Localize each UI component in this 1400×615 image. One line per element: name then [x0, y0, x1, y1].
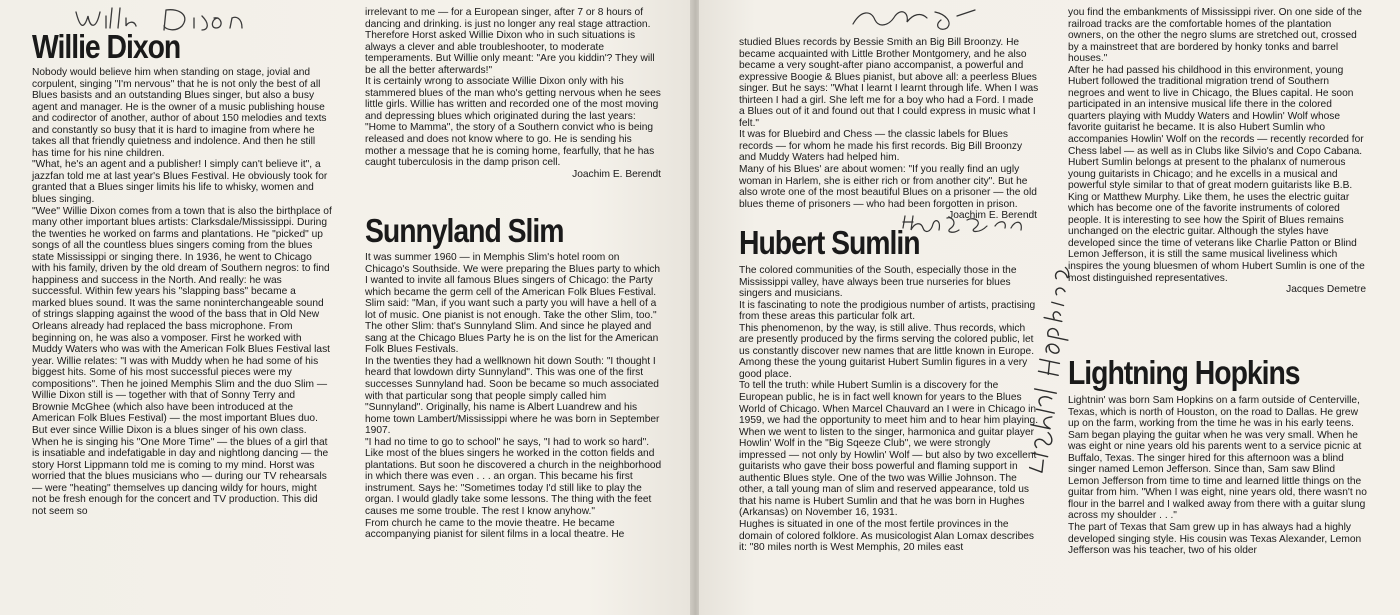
column-willie-dixon-continued [365, 7, 663, 180]
heading-sunnyland-slim: Sunnyland Slim [365, 212, 564, 249]
paragraph: "Wee" Willie Dixon comes from a town that is also the birthplace of many other important blues artists: Clarksdale/Mississippi. During the twenties he worked on farms and plantations. He "picked" up songs of all the countless blues singers coming from the blues state Mississippi or singing there. In 1936, he went to Chicago with his family, driven by the old dream of Southern negros: to find happiness and success in the North. And really: he was successful. Within few years his "slapping bass" became a marked blues sound. It was the same noninterchangeable sound of strings slapping against the wood of the bass that in Old New Orleans already had replaced the bass microphone. From beginning on, he was also a vomposer. First he worked with Muddy Waters who was with the American Folk Blues Festival last year. Willie relates: "I was with Muddy when he had some of his biggest hits. Some of his most successful pieces were my compositions". Then he joined Memphis Slim and the duo Slim — Willie Dixon still is — together with that of Sonny Terry and Brownie McGhee (which also have been introduced at the American Folk Blues Festival) — the most important Blues duo. [32, 205, 332, 425]
paragraph: From church he came to the movie theatre. He became accompanying pianist for silent films in a local theatre. He [365, 517, 625, 541]
column-hubert-sumlin-continued [1068, 7, 1368, 296]
paragraph: It is certainly wrong to associate Willie Dixon only with his stammered blues of the man who's getting nervous when he sees little girls. Willie has written and recorded one of the most moving and depressing blues which originated during the last years: "Home to Mamma", the story of a Southern convict who is being released and does not know where to go. He is sending his mother a message that he is coming home, fearfully, that he has caught tuberculosis in the damp prison cell. [365, 76, 661, 169]
paragraph: irrelevant to me — for a European singer, after 7 or 8 hours of dancing and drinking. is just no longer any real stage attraction. Therefore Horst asked Willie Dixon who in such situations is always a clever and able troubleshooter, to moderate temperaments. But Willie only meant: "Are you kiddin'? They will be all the better afterwards!" [365, 7, 655, 76]
paragraph: But ever since Willie Dixon is a blues singer of his own class. When he is singing his "One More Time" — the blues of a girl that is insatiable and indefatigable in day and nightlong dancing — the story Horst Lippmann told me is coming to my mind. Horst was worried that the blues musicians who — during our TV rehearsals — were "heating" themselves up dancing wildy for hours, might not be fresh enough for the concert and TV production. This did not seem so [32, 424, 329, 517]
column-sunnyland-continued [739, 37, 1039, 222]
paragraph: Hughes is situated in one of the most fertile provinces in the domain of colored folklore. As musicologist Alan Lomax describes it: "80 miles north is West Memphis, 20 miles east [739, 519, 1035, 554]
paragraph: The part of Texas that Sam grew up in has always had a highly developed singing style. His cousin was Texas Alexander, Lemon Jefferson was his teacher, two of his older [1068, 522, 1362, 557]
paragraph: Lightnin' was born Sam Hopkins on a farm outside of Centerville, Texas, which is north of Houston, on the road to Dallas. He grew up on the farm, working from the time he was in his early teens. Sam began playing the guitar when he was very small. When he was eight or nine years old his parents went to a service picnic at Buffalo, Texas. The singer hired for this afternoon was a blind singer named Lemon Jefferson. Since than, Sam saw Blind Lemon Jefferson from time to time and learned little things on the guitar from him. "When I was eight, nine years old, there wasn't no flour in the barrel and I walked away from there with a guitar slung across my shoulder . . ." [1068, 395, 1367, 522]
paragraph: It is fascinating to note the prodigious number of artists, practising from these areas this particular folk art. [739, 299, 1036, 323]
paragraph: It was summer 1960 — in Memphis Slim's hotel room on Chicago's Southside. We were preparing the Blues party to which I wanted to invite all famous Blues singers of Chicago: the Party which became the germ cell of the American Folk Blues Festival. Slim said: "Man, if you want such a party you will have a hell of a lot of music. One pianist is not enough. Take the other Slim, too." The other Slim: that's Sunnyland Slim. And since he played and sang at the Chicago Blues Party he is on the list for the American Folk Blues Festivals. [365, 252, 661, 356]
right-page [699, 0, 1400, 615]
paragraph: To tell the truth: while Hubert Sumlin is a discovery for the European public, he is in fact well known for years to the Blues World of Chicago. When Marcel Chauvard an I were in Chicago in 1959, we had the opportunity to meet him and to hear him playing. When we went to listen to the singer, harmonica and guitar player Howlin' Wolf in the "Big Sqeeze Club", we were strongly impressed — not only by Howlin' Wolf — but also by two excellent guitarists who gave their boss powerful and flaming support in authentic Blues style. One of the two was Willie Johnson. The other, a tall young man of slim and reserved appearance, told us that his name is Hubert Sumlin and that he was born in Hughes (Arkansas) on November 16, 1931. [739, 380, 1039, 519]
paragraph: This phenomenon, by the way, is still alive. Thus records, which are presently produced by the firms serving the colored public, let us constantly discover new names that are little known in Europe. Among these the young guitarist Hubert Sumlin figures in a very good place. [739, 322, 1035, 380]
paragraph: Many of his Blues' are about women: "If you really find an ugly woman in Harlem, she is either rich or from another city". But he also wrote one of the most beautiful Blues on a prisoner — the old blues theme of prisoners — who had been forgotten in prison. [739, 164, 1037, 210]
paragraph: In the twenties they had a wellknown hit down South: "I thought I heard that lowdown dirty Sunnyland". This was one of the first successes Sunnyland had. Soon be became so much associated with that particular song that people simply called him "Sunnyland". Originally, his name is Albert Luandrew and his home town Lambert/Mississippi where he was born in September 1907. [365, 355, 660, 437]
heading-hubert-sumlin: Hubert Sumlin [739, 224, 920, 261]
paragraph: studied Blues records by Bessie Smith an Big Bill Broonzy. He became acquainted with Little Brother Montgomery, and he also became a very sought-after piano accompanist, a powerful and expressive Boogie & Blues pianist, but above all: a peerless Blues singer. But he says: "What I learnt I learnt through life. When I was thirteen I had a girl. She left me for a boy who had a Ford. I made a Blues out of it and found out that I could express in music what I felt." [739, 37, 1039, 129]
byline: Joachim E. Berendt [948, 210, 1037, 222]
sunnyland-slim-autograph [849, 4, 989, 34]
paragraph: The colored communities of the South, especially those in the Mississippi valley, have always been true nurseries for blues singers and musicians. [739, 265, 1017, 300]
heading-willie-dixon: Willie Dixon [32, 28, 181, 65]
column-hubert-sumlin [739, 265, 1039, 554]
column-willie-dixon [32, 67, 332, 517]
paragraph: Hubert Sumlin belongs at present to the phalanx of numerous young guitarists in Chicago; and he excells in a musical and powerful style similar to that of great modern guitarists like B.B. King or Matthew Murphy. Like them, he uses the electric guitar which has become one of the favorite instruments of colored people. It is interesting to see how the Spirit of Blues remains unchanged on the electric guitar. Although the styles have developed since the time of veterans like Charlie Patton or Blind Lemon Jefferson, it is still the same musical liveliness which inspires the young bluesmen of whom Hubert Sumlin is one of the most distinguished representatives. [1068, 157, 1365, 284]
left-page [0, 0, 692, 615]
heading-lightning-hopkins: Lightning Hopkins [1068, 354, 1300, 391]
column-sunnyland-slim [365, 252, 663, 541]
paragraph: "What, he's an agent and a publisher! I simply can't believe it", a jazzfan told me at last year's Blues Festival. He obviously took for granted that a Blues singer limits his life to whisky, women and blues singing. [32, 159, 328, 206]
byline: Joachim E. Berendt [572, 168, 661, 180]
paragraph: "I had no time to go to school" he says, "I had to work so hard". Like most of the blues singers he worked in the cotton fields and plantations. But soon he discovered a church in the neighborhood in which there was even . . . an organ. This became his first instrument. Says he: "Sometimes today I'd still like to play the organ. I would gladly take some lessons. The thing with the feet causes me some trouble. The rest I know anyhow." [365, 436, 662, 518]
paragraph: After he had passed his childhood in this environment, young Hubert followed the traditional migration trend of Southern negroes and went to live in Chicago, the Blues capital. He soon participated in an intensive musical life there in the colored quarters playing with Muddy Waters and Howlin' Wolf whose favorite guitarist he became. It is also Hubert Sumlin who accompanies Howlin' Wolf on the records — recently recorded for Chess label — as well as in Clubs like Silvio's and Copo Cabana. [1068, 64, 1364, 157]
paragraph: you find the embankments of Mississippi river. On one side of the railroad tracks are the comfortable homes of the plantation owners, on the other the negro slums are stretched out, crossed by a mainstreet that are bordered by honky tonks and barrel houses." [1068, 7, 1362, 65]
byline: Jacques Demetre [1286, 284, 1366, 296]
paragraph: Nobody would believe him when standing on stage, jovial and corpulent, singing "I'm nervous" that he is not only the best of all Blues basists and an outstanding Blues singer, but also a busy agent and manager. He is the owner of a music publishing house and codirector of another, author of about 150 melodies and texts and constantly so busy that it is hard to imagine from where he takes all that friendly quietness and indolence. And then he still has time for his nine children. [32, 67, 327, 159]
paragraph: It was for Bluebird and Chess — the classic labels for Blues records — for whom he made his first records. Big Bill Broonzy and Muddy Waters had helped him. [739, 129, 1023, 164]
column-lightning-hopkins [1068, 395, 1368, 557]
